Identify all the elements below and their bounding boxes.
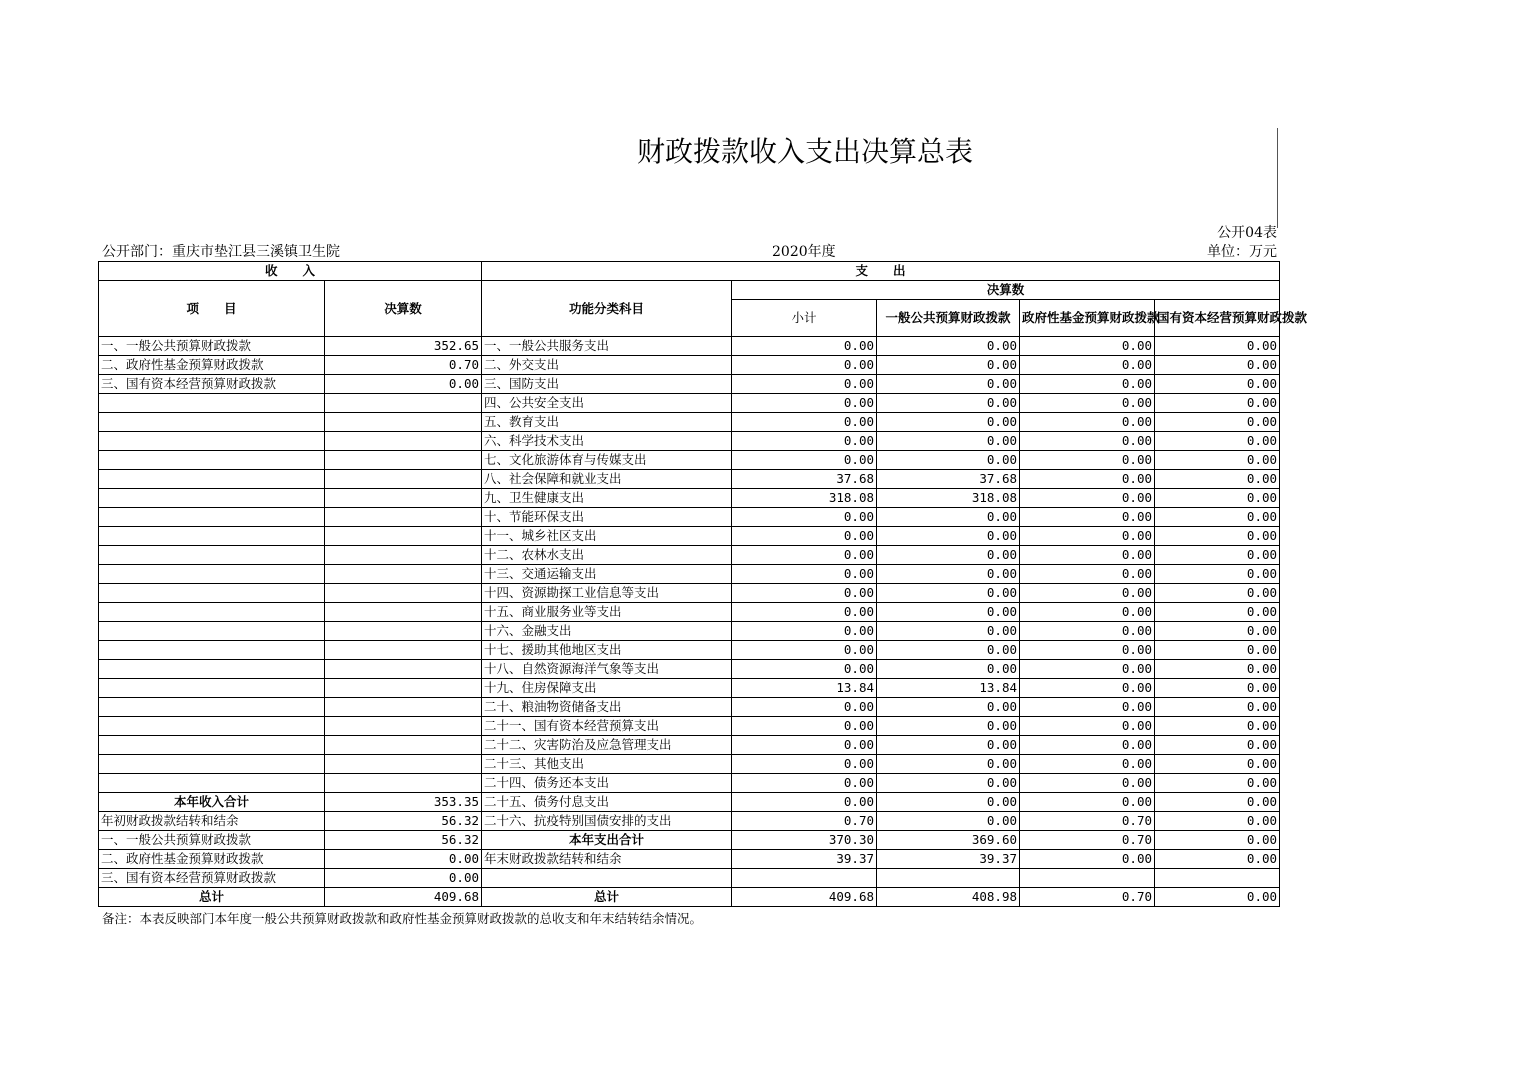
income-item-cell xyxy=(99,774,325,793)
general-cell: 37.68 xyxy=(877,470,1020,489)
gov-fund-cell: 0.00 xyxy=(1020,793,1155,812)
state-capital-cell: 0.00 xyxy=(1155,888,1280,907)
gov-fund-cell: 0.00 xyxy=(1020,698,1155,717)
income-item-cell: 一、一般公共预算财政拨款 xyxy=(99,337,325,356)
income-amount-cell xyxy=(325,451,482,470)
expense-item-cell: 七、文化旅游体育与传媒支出 xyxy=(482,451,732,470)
income-item-cell: 一、一般公共预算财政拨款 xyxy=(99,831,325,850)
income-item-cell: 二、政府性基金预算财政拨款 xyxy=(99,356,325,375)
state-capital-cell: 0.00 xyxy=(1155,337,1280,356)
income-item-cell xyxy=(99,546,325,565)
state-capital-cell: 0.00 xyxy=(1155,717,1280,736)
expense-item-cell: 十七、援助其他地区支出 xyxy=(482,641,732,660)
subtotal-cell: 39.37 xyxy=(732,850,877,869)
state-capital-cell: 0.00 xyxy=(1155,603,1280,622)
table-row xyxy=(99,679,1280,698)
subtotal-cell: 37.68 xyxy=(732,470,877,489)
general-cell: 0.00 xyxy=(877,337,1020,356)
general-cell: 318.08 xyxy=(877,489,1020,508)
gov-fund-cell: 0.00 xyxy=(1020,641,1155,660)
state-capital-cell: 0.00 xyxy=(1155,736,1280,755)
func-class-header: 功能分类科目 xyxy=(482,281,732,337)
income-amount-cell xyxy=(325,641,482,660)
subtotal-cell: 0.00 xyxy=(732,793,877,812)
general-cell: 0.00 xyxy=(877,717,1020,736)
gov-fund-cell: 0.00 xyxy=(1020,736,1155,755)
subtotal-cell: 0.00 xyxy=(732,717,877,736)
subtotal-cell: 409.68 xyxy=(732,888,877,907)
general-cell: 408.98 xyxy=(877,888,1020,907)
income-item-cell xyxy=(99,622,325,641)
table-row xyxy=(99,413,1280,432)
gov-fund-cell: 0.00 xyxy=(1020,489,1155,508)
income-amount-cell xyxy=(325,660,482,679)
income-amount-cell: 353.35 xyxy=(325,793,482,812)
expense-item-cell: 十二、农林水支出 xyxy=(482,546,732,565)
table-row xyxy=(99,869,1280,888)
expense-item-cell: 八、社会保障和就业支出 xyxy=(482,470,732,489)
state-capital-cell: 0.00 xyxy=(1155,698,1280,717)
general-cell: 13.84 xyxy=(877,679,1020,698)
general-cell: 0.00 xyxy=(877,774,1020,793)
income-item-cell xyxy=(99,470,325,489)
expense-item-cell xyxy=(482,869,732,888)
gov-fund-cell: 0.00 xyxy=(1020,755,1155,774)
general-cell: 0.00 xyxy=(877,698,1020,717)
item-header: 项 目 xyxy=(99,281,325,337)
income-item-cell xyxy=(99,717,325,736)
income-amount-cell: 0.00 xyxy=(325,869,482,888)
state-capital-cell: 0.00 xyxy=(1155,831,1280,850)
general-cell: 0.00 xyxy=(877,755,1020,774)
general-cell: 0.00 xyxy=(877,413,1020,432)
income-item-cell: 三、国有资本经营预算财政拨款 xyxy=(99,869,325,888)
income-item-cell xyxy=(99,413,325,432)
income-amount-cell: 352.65 xyxy=(325,337,482,356)
table-row xyxy=(99,470,1280,489)
table-row xyxy=(99,584,1280,603)
expense-item-cell: 十四、资源勘探工业信息等支出 xyxy=(482,584,732,603)
income-item-cell: 本年收入合计 xyxy=(99,793,325,812)
subtotal-cell: 13.84 xyxy=(732,679,877,698)
state-capital-cell: 0.00 xyxy=(1155,470,1280,489)
state-capital-cell: 0.00 xyxy=(1155,584,1280,603)
income-amount-cell: 56.32 xyxy=(325,831,482,850)
footnote: 备注：本表反映部门本年度一般公共预算财政拨款和政府性基金预算财政拨款的总收支和年末结转结余情况。 xyxy=(102,911,703,926)
table-row xyxy=(99,565,1280,584)
general-cell: 369.60 xyxy=(877,831,1020,850)
subtotal-cell: 0.00 xyxy=(732,641,877,660)
unit-label: 单位：万元 xyxy=(1207,244,1277,260)
expense-item-cell: 二十、粮油物资储备支出 xyxy=(482,698,732,717)
gov-fund-cell: 0.00 xyxy=(1020,565,1155,584)
table-row xyxy=(99,337,1280,356)
expense-item-cell: 十六、金融支出 xyxy=(482,622,732,641)
income-amount-cell xyxy=(325,394,482,413)
general-cell: 0.00 xyxy=(877,622,1020,641)
subtotal-cell: 0.00 xyxy=(732,451,877,470)
table-body xyxy=(99,337,1280,907)
income-amount-cell: 0.00 xyxy=(325,375,482,394)
table-row xyxy=(99,831,1280,850)
subtotal-cell: 0.00 xyxy=(732,432,877,451)
income-item-cell xyxy=(99,451,325,470)
table-row xyxy=(99,375,1280,394)
subtotal-header: 小计 xyxy=(732,300,877,337)
subtotal-cell: 0.00 xyxy=(732,698,877,717)
general-cell: 0.00 xyxy=(877,375,1020,394)
gov-fund-cell: 0.00 xyxy=(1020,413,1155,432)
income-amount-cell xyxy=(325,717,482,736)
income-amount-cell xyxy=(325,698,482,717)
subtotal-cell: 0.00 xyxy=(732,546,877,565)
income-item-cell xyxy=(99,679,325,698)
income-item-cell xyxy=(99,660,325,679)
income-amount-cell xyxy=(325,527,482,546)
year-label: 2020年度 xyxy=(772,244,836,260)
general-cell: 0.00 xyxy=(877,451,1020,470)
expense-item-cell: 四、公共安全支出 xyxy=(482,394,732,413)
table-row xyxy=(99,736,1280,755)
subtotal-cell: 0.00 xyxy=(732,755,877,774)
gov-fund-header: 政府性基金预算财政拨款 xyxy=(1020,300,1155,337)
state-capital-cell: 0.00 xyxy=(1155,793,1280,812)
income-amount-cell: 409.68 xyxy=(325,888,482,907)
income-amount-cell xyxy=(325,489,482,508)
general-cell: 0.00 xyxy=(877,432,1020,451)
general-cell: 0.00 xyxy=(877,641,1020,660)
income-amount-cell xyxy=(325,622,482,641)
income-item-cell xyxy=(99,603,325,622)
income-item-cell: 三、国有资本经营预算财政拨款 xyxy=(99,375,325,394)
gov-fund-cell: 0.00 xyxy=(1020,527,1155,546)
subtotal-cell: 0.00 xyxy=(732,394,877,413)
gov-fund-cell: 0.00 xyxy=(1020,470,1155,489)
state-capital-cell: 0.00 xyxy=(1155,774,1280,793)
income-amount-cell xyxy=(325,736,482,755)
income-item-cell xyxy=(99,584,325,603)
gov-fund-cell: 0.70 xyxy=(1020,888,1155,907)
subtotal-cell: 0.00 xyxy=(732,660,877,679)
state-capital-cell: 0.00 xyxy=(1155,622,1280,641)
subtotal-cell: 370.30 xyxy=(732,831,877,850)
general-cell: 0.00 xyxy=(877,546,1020,565)
income-item-cell xyxy=(99,432,325,451)
income-amount-cell xyxy=(325,774,482,793)
expense-item-cell: 二、外交支出 xyxy=(482,356,732,375)
state-capital-cell: 0.00 xyxy=(1155,375,1280,394)
table-row xyxy=(99,394,1280,413)
general-cell: 0.00 xyxy=(877,812,1020,831)
general-cell: 0.00 xyxy=(877,565,1020,584)
income-amount-cell xyxy=(325,584,482,603)
gov-fund-cell: 0.00 xyxy=(1020,508,1155,527)
state-capital-cell: 0.00 xyxy=(1155,413,1280,432)
table-row xyxy=(99,356,1280,375)
income-item-cell xyxy=(99,394,325,413)
gov-fund-cell: 0.00 xyxy=(1020,603,1155,622)
expense-item-cell: 二十六、抗疫特别国债安排的支出 xyxy=(482,812,732,831)
state-capital-cell: 0.00 xyxy=(1155,565,1280,584)
gov-fund-cell: 0.00 xyxy=(1020,451,1155,470)
general-cell: 0.00 xyxy=(877,793,1020,812)
income-amount-cell xyxy=(325,679,482,698)
table-row xyxy=(99,451,1280,470)
income-amount-cell xyxy=(325,413,482,432)
gov-fund-cell: 0.00 xyxy=(1020,356,1155,375)
gov-fund-cell: 0.70 xyxy=(1020,831,1155,850)
general-cell: 39.37 xyxy=(877,850,1020,869)
table-row xyxy=(99,888,1280,907)
state-capital-cell: 0.00 xyxy=(1155,755,1280,774)
gov-fund-cell: 0.70 xyxy=(1020,812,1155,831)
gov-fund-cell: 0.00 xyxy=(1020,622,1155,641)
expense-item-cell: 二十五、债务付息支出 xyxy=(482,793,732,812)
amount-header: 决算数 xyxy=(325,281,482,337)
expense-item-cell: 六、科学技术支出 xyxy=(482,432,732,451)
gov-fund-cell: 0.00 xyxy=(1020,717,1155,736)
income-item-cell: 总计 xyxy=(99,888,325,907)
expense-item-cell: 五、教育支出 xyxy=(482,413,732,432)
table-row xyxy=(99,622,1280,641)
subtotal-cell: 0.00 xyxy=(732,375,877,394)
subtotal-cell: 0.00 xyxy=(732,622,877,641)
state-capital-cell: 0.00 xyxy=(1155,679,1280,698)
income-item-cell xyxy=(99,489,325,508)
gov-fund-cell: 0.00 xyxy=(1020,850,1155,869)
income-item-cell xyxy=(99,527,325,546)
income-amount-cell xyxy=(325,603,482,622)
income-item-cell xyxy=(99,736,325,755)
expense-item-cell: 九、卫生健康支出 xyxy=(482,489,732,508)
expense-item-cell: 十八、自然资源海洋气象等支出 xyxy=(482,660,732,679)
table-row xyxy=(99,660,1280,679)
expense-item-cell: 十三、交通运输支出 xyxy=(482,565,732,584)
state-capital-cell: 0.00 xyxy=(1155,546,1280,565)
subtotal-cell: 0.70 xyxy=(732,812,877,831)
state-capital-cell: 0.00 xyxy=(1155,394,1280,413)
subtotal-cell: 318.08 xyxy=(732,489,877,508)
table-row xyxy=(99,755,1280,774)
general-header: 一般公共预算财政拨款 xyxy=(877,300,1020,337)
table-number: 公开04表 xyxy=(1217,225,1277,241)
gov-fund-cell: 0.00 xyxy=(1020,546,1155,565)
income-item-cell xyxy=(99,565,325,584)
subtotal-cell: 0.00 xyxy=(732,774,877,793)
subtotal-cell: 0.00 xyxy=(732,565,877,584)
subtotal-cell: 0.00 xyxy=(732,337,877,356)
income-amount-cell xyxy=(325,432,482,451)
state-capital-cell: 0.00 xyxy=(1155,451,1280,470)
income-amount-cell: 0.00 xyxy=(325,850,482,869)
table-row xyxy=(99,774,1280,793)
expense-item-cell: 年末财政拨款结转和结余 xyxy=(482,850,732,869)
state-capital-cell: 0.00 xyxy=(1155,356,1280,375)
expense-item-cell: 一、一般公共服务支出 xyxy=(482,337,732,356)
expense-item-cell: 二十四、债务还本支出 xyxy=(482,774,732,793)
department-label: 公开部门：重庆市垫江县三溪镇卫生院 xyxy=(102,244,340,260)
page-title: 财政拨款收入支出决算总表 xyxy=(636,135,973,168)
state-capital-cell: 0.00 xyxy=(1155,641,1280,660)
income-amount-cell: 56.32 xyxy=(325,812,482,831)
general-cell: 0.00 xyxy=(877,584,1020,603)
expense-item-cell: 十五、商业服务业等支出 xyxy=(482,603,732,622)
subtotal-cell: 0.00 xyxy=(732,508,877,527)
state-capital-cell: 0.00 xyxy=(1155,527,1280,546)
expense-item-cell: 二十一、国有资本经营预算支出 xyxy=(482,717,732,736)
general-cell: 0.00 xyxy=(877,603,1020,622)
expense-item-cell: 十一、城乡社区支出 xyxy=(482,527,732,546)
expense-item-cell: 本年支出合计 xyxy=(482,831,732,850)
table-row xyxy=(99,698,1280,717)
income-amount-cell xyxy=(325,508,482,527)
general-cell: 0.00 xyxy=(877,394,1020,413)
general-cell: 0.00 xyxy=(877,736,1020,755)
table-row xyxy=(99,489,1280,508)
gov-fund-cell: 0.00 xyxy=(1020,774,1155,793)
general-cell: 0.00 xyxy=(877,508,1020,527)
income-amount-cell xyxy=(325,565,482,584)
expense-item-cell: 二十二、灾害防治及应急管理支出 xyxy=(482,736,732,755)
general-cell: 0.00 xyxy=(877,660,1020,679)
expense-header: 支 出 xyxy=(482,262,1280,281)
subtotal-cell: 0.00 xyxy=(732,413,877,432)
expense-item-cell: 二十三、其他支出 xyxy=(482,755,732,774)
table-row xyxy=(99,432,1280,451)
general-cell xyxy=(877,869,1020,888)
gov-fund-cell: 0.00 xyxy=(1020,584,1155,603)
state-capital-cell: 0.00 xyxy=(1155,432,1280,451)
general-cell: 0.00 xyxy=(877,527,1020,546)
income-item-cell xyxy=(99,508,325,527)
table-row xyxy=(99,641,1280,660)
gov-fund-cell: 0.00 xyxy=(1020,432,1155,451)
state-capital-cell: 0.00 xyxy=(1155,660,1280,679)
income-item-cell xyxy=(99,755,325,774)
state-capital-cell xyxy=(1155,869,1280,888)
state-capital-cell: 0.00 xyxy=(1155,850,1280,869)
expense-item-cell: 三、国防支出 xyxy=(482,375,732,394)
table-row xyxy=(99,603,1280,622)
subtotal-cell xyxy=(732,869,877,888)
expense-item-cell: 十、节能环保支出 xyxy=(482,508,732,527)
income-item-cell xyxy=(99,698,325,717)
gov-fund-cell: 0.00 xyxy=(1020,679,1155,698)
gov-fund-cell: 0.00 xyxy=(1020,375,1155,394)
budget-table xyxy=(98,261,1308,907)
table-row xyxy=(99,717,1280,736)
state-capital-header: 国有资本经营预算财政拨款 xyxy=(1155,300,1280,337)
subtotal-cell: 0.00 xyxy=(732,527,877,546)
gov-fund-cell: 0.00 xyxy=(1020,337,1155,356)
income-header: 收 入 xyxy=(99,262,482,281)
table-row xyxy=(99,850,1280,869)
expense-item-cell: 十九、住房保障支出 xyxy=(482,679,732,698)
subtotal-cell: 0.00 xyxy=(732,584,877,603)
table-row xyxy=(99,546,1280,565)
table-row xyxy=(99,812,1280,831)
gov-fund-cell: 0.00 xyxy=(1020,394,1155,413)
state-capital-cell: 0.00 xyxy=(1155,812,1280,831)
table-row xyxy=(99,527,1280,546)
state-capital-cell: 0.00 xyxy=(1155,508,1280,527)
gov-fund-cell xyxy=(1020,869,1155,888)
income-amount-cell xyxy=(325,755,482,774)
income-amount-cell xyxy=(325,470,482,489)
income-item-cell: 二、政府性基金预算财政拨款 xyxy=(99,850,325,869)
subtotal-cell: 0.00 xyxy=(732,736,877,755)
subtotal-cell: 0.00 xyxy=(732,356,877,375)
final-header: 决算数 xyxy=(732,281,1280,300)
income-item-cell xyxy=(99,641,325,660)
income-item-cell: 年初财政拨款结转和结余 xyxy=(99,812,325,831)
expense-item-cell: 总计 xyxy=(482,888,732,907)
state-capital-cell: 0.00 xyxy=(1155,489,1280,508)
income-amount-cell xyxy=(325,546,482,565)
subtotal-cell: 0.00 xyxy=(732,603,877,622)
income-amount-cell: 0.70 xyxy=(325,356,482,375)
gov-fund-cell: 0.00 xyxy=(1020,660,1155,679)
table-row xyxy=(99,508,1280,527)
table-row xyxy=(99,793,1280,812)
general-cell: 0.00 xyxy=(877,356,1020,375)
